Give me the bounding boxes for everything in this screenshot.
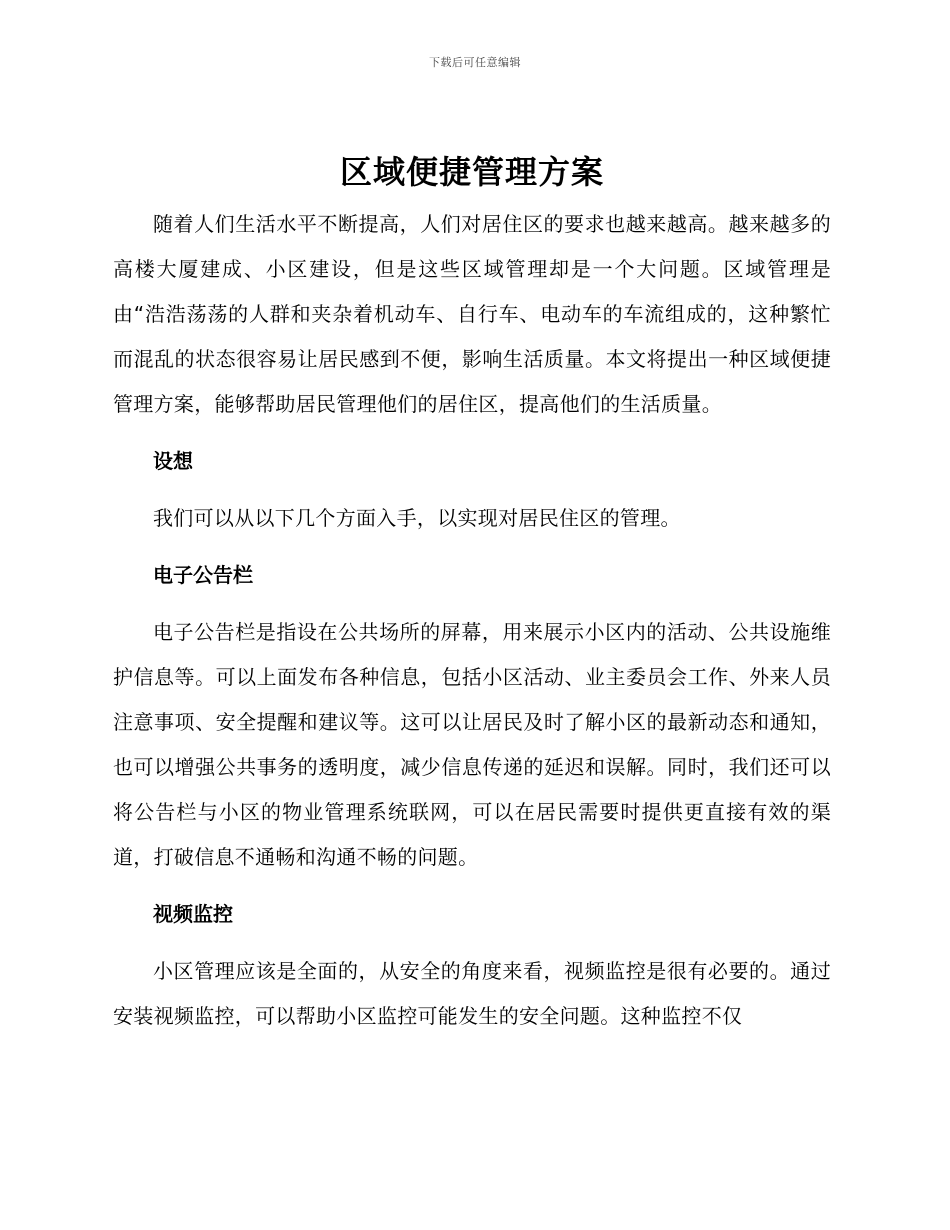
section-body-bulletin-board: 电子公告栏是指设在公共场所的屏幕，用来展示小区内的活动、公共设施维护信息等。可以上面发布各种信息，包括小区活动、业主委员会工作、外来人员注意事项、安全提醒和建议等。这可以让居民及时了解小区的最新动态和通知，也可以增强公共事务的透明度，减少信息传递的延迟和误解。同时，我们还可以将公告栏与小区的物业管理系统联网，可以在居民需要时提供更直接有效的渠道，打破信息不通畅和沟通不畅的问题。 — [113, 620, 831, 869]
intro-paragraph: 随着人们生活水平不断提高，人们对居住区的要求也越来越高。越来越多的高楼大厦建成、小区建设，但是这些区域管理却是一个大问题。区域管理是由“浩浩荡荡的人群和夹杂着机动车、自行车、电动车的车流组成的，这种繁忙而混乱的状态很容易让居民感到不便，影响生活质量。本文将提出一种区域便捷管理方案，能够帮助居民管理他们的居住区，提高他们的生活质量。 — [113, 212, 831, 416]
section-body-video-surveillance: 小区管理应该是全面的，从安全的角度来看，视频监控是很有必要的。通过安装视频监控，可以帮助小区监控可能发生的安全问题。这种监控不仅 — [113, 959, 831, 1028]
section-heading-idea: 设想 — [153, 449, 193, 473]
page-header: 下载后可任意编辑 — [429, 56, 521, 69]
section-body-idea: 我们可以从以下几个方面入手，以实现对居民住区的管理。 — [153, 506, 681, 530]
section-heading-bulletin-board: 电子公告栏 — [153, 563, 253, 587]
document-body — [113, 152, 831, 1039]
section-heading-video-surveillance: 视频监控 — [153, 902, 233, 926]
document-title: 区域便捷管理方案 — [339, 153, 604, 191]
